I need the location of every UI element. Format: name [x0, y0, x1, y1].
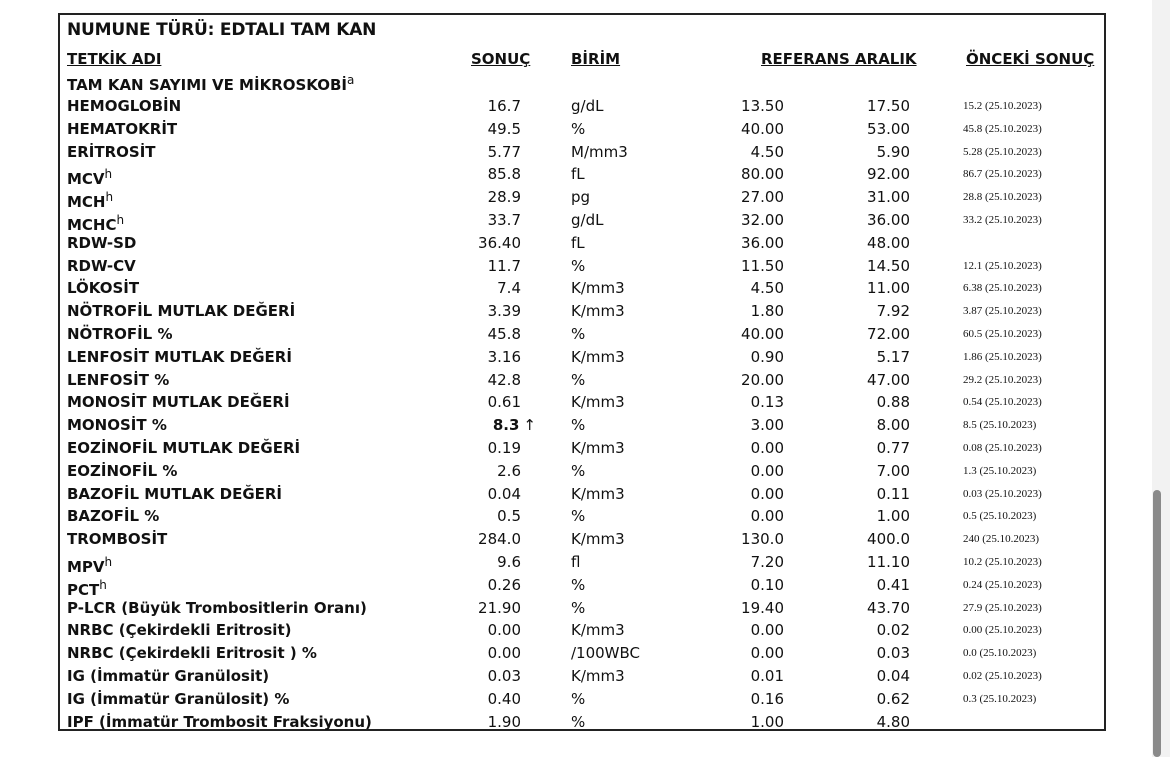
previous-result: 33.2 (25.10.2023) [963, 214, 1042, 226]
test-flag: h [105, 190, 114, 205]
test-name-text: MPV [67, 558, 105, 576]
unit-value: g/dL [571, 211, 604, 229]
previous-result: 10.2 (25.10.2023) [963, 556, 1042, 568]
test-name-text: IPF (İmmatür Trombosit Fraksiyonu) [67, 712, 372, 731]
reference-high: 0.41 [876, 575, 910, 594]
table-row [60, 186, 1104, 212]
unit-value: % [571, 370, 586, 389]
result-value-text: 2.6 [497, 461, 521, 480]
table-row [60, 665, 1104, 687]
table-row [60, 460, 1104, 482]
unit-value: K/mm3 [571, 484, 625, 503]
unit-value: fL [571, 165, 585, 184]
result-value [488, 711, 521, 733]
previous-result: 29.2 (25.10.2023) [963, 373, 1042, 386]
high-arrow-icon: ↑ [523, 416, 536, 435]
test-flag: h [104, 555, 113, 569]
previous-result: 1.3 (25.10.2023) [963, 464, 1037, 477]
previous-result: 45.8 (25.10.2023) [963, 122, 1042, 135]
reference-low: 3.00 [750, 416, 784, 435]
test-name [67, 323, 172, 345]
reference-low: 0.13 [750, 393, 784, 412]
test-name [67, 369, 169, 391]
result-value-text: 28.9 [487, 188, 521, 207]
test-name-text: LENFOSİT MUTLAK DEĞERİ [67, 347, 292, 366]
result-value [488, 163, 521, 185]
unit-value: % [571, 712, 586, 731]
result-value [488, 619, 521, 641]
result-value-text: 45.8 [487, 325, 521, 343]
reference-high: 8.00 [876, 416, 910, 435]
unit-value: M/mm3 [571, 142, 628, 161]
table-row [60, 141, 1104, 163]
result-value-text: 0.19 [487, 439, 521, 457]
sample-type-title: NUMUNE TÜRÜ: EDTALI TAM KAN [67, 20, 377, 40]
result-value-text: 16.7 [487, 97, 521, 115]
table-row [60, 369, 1104, 391]
table-row [60, 300, 1104, 322]
reference-low: 19.40 [741, 598, 784, 617]
previous-result: 28.8 (25.10.2023) [963, 191, 1042, 204]
previous-result: 15.2 (25.10.2023) [963, 100, 1042, 112]
result-value-text: 0.61 [487, 393, 521, 412]
previous-result: 0.54 (25.10.2023) [963, 396, 1042, 409]
test-name-text: HEMATOKRİT [67, 119, 178, 138]
reference-low: 1.80 [750, 302, 784, 321]
reference-high: 48.00 [867, 233, 910, 252]
result-value [493, 414, 536, 436]
previous-result: 86.7 (25.10.2023) [963, 168, 1042, 181]
test-flag: h [99, 577, 107, 592]
test-name-text: MCHC [67, 216, 117, 234]
test-name [67, 528, 167, 550]
reference-high: 0.77 [876, 439, 910, 457]
table-row [60, 642, 1104, 664]
table-row [60, 688, 1104, 710]
test-name-text: EOZİNOFİL MUTLAK DEĞERİ [67, 439, 301, 457]
result-value [488, 255, 521, 277]
previous-result: 240 (25.10.2023) [963, 533, 1040, 546]
reference-low: 20.00 [741, 370, 784, 389]
result-value-text: 5.77 [487, 142, 521, 161]
result-value-text: 8.3 [492, 416, 520, 435]
reference-high: 17.50 [867, 97, 910, 115]
result-value [488, 95, 521, 117]
test-name-text: RDW-SD [67, 233, 137, 252]
table-row [60, 437, 1104, 459]
result-value [478, 232, 521, 254]
reference-low: 0.90 [750, 347, 784, 366]
test-name [67, 95, 181, 117]
reference-low: 7.20 [750, 553, 784, 571]
table-row [60, 483, 1104, 505]
test-name [67, 300, 295, 322]
test-name-text: MONOSİT % [67, 416, 167, 435]
test-name-text: MCH [67, 193, 106, 212]
reference-low: 0.01 [750, 667, 784, 685]
test-name-text: BAZOFİL MUTLAK DEĞERİ [67, 484, 283, 503]
unit-value: /100WBC [571, 644, 641, 663]
previous-result: 0.02 (25.10.2023) [963, 670, 1042, 682]
reference-high: 5.17 [876, 347, 910, 366]
reference-low: 27.00 [741, 188, 784, 207]
reference-low: 40.00 [741, 325, 784, 343]
table-row [60, 711, 1104, 733]
test-name-text: NÖTROFİL % [67, 325, 173, 343]
reference-high: 47.00 [867, 370, 910, 389]
unit-value: fL [571, 233, 585, 252]
test-name [67, 391, 290, 413]
reference-low: 4.50 [750, 142, 784, 161]
previous-result: 6.38 (25.10.2023) [963, 282, 1042, 295]
result-value [478, 597, 521, 619]
unit-value: K/mm3 [571, 667, 625, 685]
reference-high: 0.62 [876, 689, 910, 708]
unit-value: % [571, 507, 586, 526]
reference-low: 0.00 [750, 461, 784, 480]
lab-report-table [58, 13, 1106, 731]
unit-value: K/mm3 [571, 439, 625, 457]
unit-value: K/mm3 [571, 530, 625, 549]
test-name-text: EOZİNOFİL % [67, 461, 178, 480]
result-value-text: 0.5 [497, 507, 521, 526]
reference-high: 11.00 [867, 279, 910, 298]
test-name [67, 277, 139, 299]
test-name-text: MCV [67, 170, 105, 189]
reference-low: 0.00 [750, 507, 784, 526]
result-value-text: 33.7 [487, 211, 521, 229]
table-row [60, 323, 1104, 345]
test-name-text: BAZOFİL % [67, 507, 160, 526]
result-value-text: 36.40 [478, 233, 521, 252]
column-header-reference-range: REFERANS ARALIK [761, 50, 917, 68]
result-value-text: 3.39 [487, 302, 521, 321]
test-name [67, 619, 291, 641]
result-value-text: 42.8 [487, 370, 521, 389]
test-name-text: NÖTROFİL MUTLAK DEĞERİ [67, 302, 296, 321]
reference-high: 0.02 [876, 621, 910, 640]
result-value [488, 141, 521, 163]
test-name-text: LÖKOSİT [67, 279, 140, 298]
reference-high: 7.92 [876, 302, 910, 321]
result-value-text: 0.40 [487, 689, 521, 708]
result-value-text: 0.03 [487, 667, 521, 685]
result-value [488, 437, 521, 459]
previous-result: 60.5 (25.10.2023) [963, 328, 1042, 340]
unit-value: g/dL [571, 97, 604, 115]
result-value-text: 49.5 [487, 119, 521, 138]
table-row [60, 391, 1104, 413]
table-row [60, 118, 1104, 140]
result-value-text: 0.00 [487, 621, 521, 640]
previous-result: 27.9 (25.10.2023) [963, 601, 1042, 614]
test-name-text: MONOSİT MUTLAK DEĞERİ [67, 393, 290, 412]
unit-value: % [571, 575, 586, 594]
reference-low: 40.00 [741, 119, 784, 138]
table-row [60, 346, 1104, 368]
test-name [67, 711, 372, 733]
result-value-text: 9.6 [497, 553, 521, 571]
reference-low: 0.00 [750, 621, 784, 640]
test-flag: h [116, 213, 125, 227]
reference-low: 0.00 [750, 439, 784, 457]
table-row [60, 505, 1104, 527]
reference-low: 13.50 [741, 97, 784, 115]
result-value [488, 665, 521, 687]
unit-value: K/mm3 [571, 621, 625, 640]
reference-high: 5.90 [876, 142, 910, 161]
table-row [60, 277, 1104, 299]
test-name [67, 232, 136, 254]
reference-low: 4.50 [750, 279, 784, 298]
reference-high: 4.80 [876, 712, 910, 731]
result-value [488, 483, 521, 505]
result-value [488, 186, 521, 208]
test-name [67, 437, 300, 459]
unit-value: K/mm3 [571, 302, 625, 321]
table-row [60, 597, 1104, 619]
section-flag: a [347, 73, 355, 87]
reference-high: 1.00 [876, 507, 910, 526]
reference-high: 0.11 [876, 484, 910, 503]
previous-result: 0.5 (25.10.2023) [963, 510, 1037, 523]
test-name-text: IG (İmmatür Granülosit) [67, 667, 270, 685]
reference-high: 11.10 [867, 553, 910, 571]
column-header-previous-result: ÖNCEKİ SONUÇ [966, 50, 1095, 68]
test-name-text: P-LCR (Büyük Trombositlerin Oranı) [67, 598, 367, 617]
test-name-text: PCT [67, 580, 100, 599]
test-name-text: IG (İmmatür Granülosit) % [67, 689, 290, 708]
result-value-text: 0.00 [487, 644, 521, 663]
previous-result: 1.86 (25.10.2023) [963, 350, 1042, 363]
result-value [488, 574, 521, 596]
result-value [488, 118, 521, 140]
result-value-text: 0.26 [487, 575, 521, 594]
test-name [67, 414, 167, 436]
test-name [67, 642, 317, 664]
reference-low: 0.16 [750, 689, 784, 708]
reference-low: 11.50 [741, 256, 784, 275]
reference-high: 400.0 [867, 530, 910, 549]
previous-result: 0.3 (25.10.2023) [963, 692, 1037, 705]
unit-value: % [571, 461, 586, 480]
reference-high: 43.70 [867, 598, 910, 617]
result-value-text: 0.04 [487, 484, 521, 503]
previous-result: 12.1 (25.10.2023) [963, 259, 1042, 272]
previous-result: 0.24 (25.10.2023) [963, 578, 1042, 591]
table-row [60, 209, 1104, 234]
test-name [67, 665, 269, 687]
reference-low: 32.00 [741, 211, 784, 229]
table-row [60, 414, 1104, 436]
table-row [60, 528, 1104, 550]
reference-high: 0.03 [876, 644, 910, 663]
previous-result: 8.5 (25.10.2023) [963, 419, 1037, 432]
test-name [67, 597, 367, 619]
reference-low: 1.00 [750, 712, 784, 731]
previous-result: 0.0 (25.10.2023) [963, 647, 1037, 660]
result-value [488, 346, 521, 368]
result-value-text: 21.90 [478, 598, 521, 617]
unit-value: % [571, 689, 586, 708]
reference-high: 14.50 [867, 256, 910, 275]
result-value [488, 642, 521, 664]
reference-high: 72.00 [867, 325, 910, 343]
result-value-text: 1.90 [487, 712, 521, 731]
test-name [67, 141, 156, 163]
table-row [60, 619, 1104, 641]
table-row [60, 95, 1104, 117]
test-name [67, 688, 289, 710]
test-name [67, 346, 292, 368]
unit-value: K/mm3 [571, 393, 625, 412]
unit-value: K/mm3 [571, 347, 625, 366]
column-header-unit: BİRİM [571, 50, 621, 68]
column-header-test: TETKİK ADI [67, 50, 162, 68]
test-name [67, 483, 282, 505]
test-name-text: LENFOSİT % [67, 370, 170, 389]
previous-result: 5.28 (25.10.2023) [963, 145, 1042, 158]
reference-low: 0.00 [750, 484, 784, 503]
table-row [60, 255, 1104, 277]
section-title-text: TAM KAN SAYIMI VE MİKROSKOBİ [67, 76, 348, 94]
reference-low: 0.10 [750, 575, 784, 594]
result-value-text: 7.4 [497, 279, 521, 298]
section-title [67, 73, 354, 94]
unit-value: pg [571, 188, 591, 207]
table-row [60, 551, 1104, 576]
result-value [497, 460, 521, 482]
test-name-text: HEMOGLOBİN [67, 97, 182, 115]
unit-value: fl [571, 553, 581, 571]
previous-result: 0.08 (25.10.2023) [963, 442, 1042, 454]
result-value [488, 688, 521, 710]
reference-low: 80.00 [741, 165, 784, 184]
unit-value: % [571, 119, 586, 138]
test-name [67, 460, 177, 482]
test-name-text: ERİTROSİT [67, 142, 156, 161]
result-value-text: 284.0 [478, 530, 521, 549]
test-name-text: NRBC (Çekirdekli Eritrosit ) % [67, 644, 317, 663]
result-value [497, 551, 521, 573]
previous-result: 0.00 (25.10.2023) [963, 624, 1042, 637]
reference-high: 92.00 [867, 165, 910, 184]
reference-low: 130.0 [741, 530, 784, 549]
table-row [60, 163, 1104, 189]
result-value-text: 3.16 [487, 347, 521, 366]
unit-value: % [571, 325, 586, 343]
reference-high: 31.00 [867, 188, 910, 207]
test-name-text: NRBC (Çekirdekli Eritrosit) [67, 621, 292, 640]
table-row [60, 232, 1104, 254]
result-value-text: 11.7 [487, 256, 521, 275]
reference-high: 7.00 [876, 461, 910, 480]
result-value [488, 369, 521, 391]
result-value-text: 85.8 [487, 165, 521, 184]
result-value [488, 209, 521, 231]
table-row [60, 574, 1104, 599]
unit-value: % [571, 416, 586, 435]
result-value [488, 323, 521, 345]
test-name [67, 505, 159, 527]
reference-low: 0.00 [750, 644, 784, 663]
test-name [67, 255, 136, 277]
test-name-text: TROMBOSİT [67, 530, 168, 549]
result-value [488, 391, 521, 413]
reference-high: 36.00 [867, 211, 910, 229]
result-value [488, 300, 521, 322]
previous-result: 0.03 (25.10.2023) [963, 487, 1042, 500]
previous-result: 3.87 (25.10.2023) [963, 305, 1042, 318]
result-value [497, 505, 521, 527]
test-name-text: RDW-CV [67, 256, 136, 275]
reference-high: 0.04 [876, 667, 910, 685]
reference-low: 36.00 [741, 233, 784, 252]
reference-high: 0.88 [876, 393, 910, 412]
result-value [497, 277, 521, 299]
column-header-result: SONUÇ [471, 50, 531, 68]
test-flag: h [104, 167, 113, 182]
reference-high: 53.00 [867, 119, 910, 138]
test-name [67, 118, 177, 140]
unit-value: K/mm3 [571, 279, 625, 298]
result-value [478, 528, 521, 550]
unit-value: % [571, 256, 586, 275]
unit-value: % [571, 598, 586, 617]
scrollbar[interactable] [1153, 490, 1161, 757]
